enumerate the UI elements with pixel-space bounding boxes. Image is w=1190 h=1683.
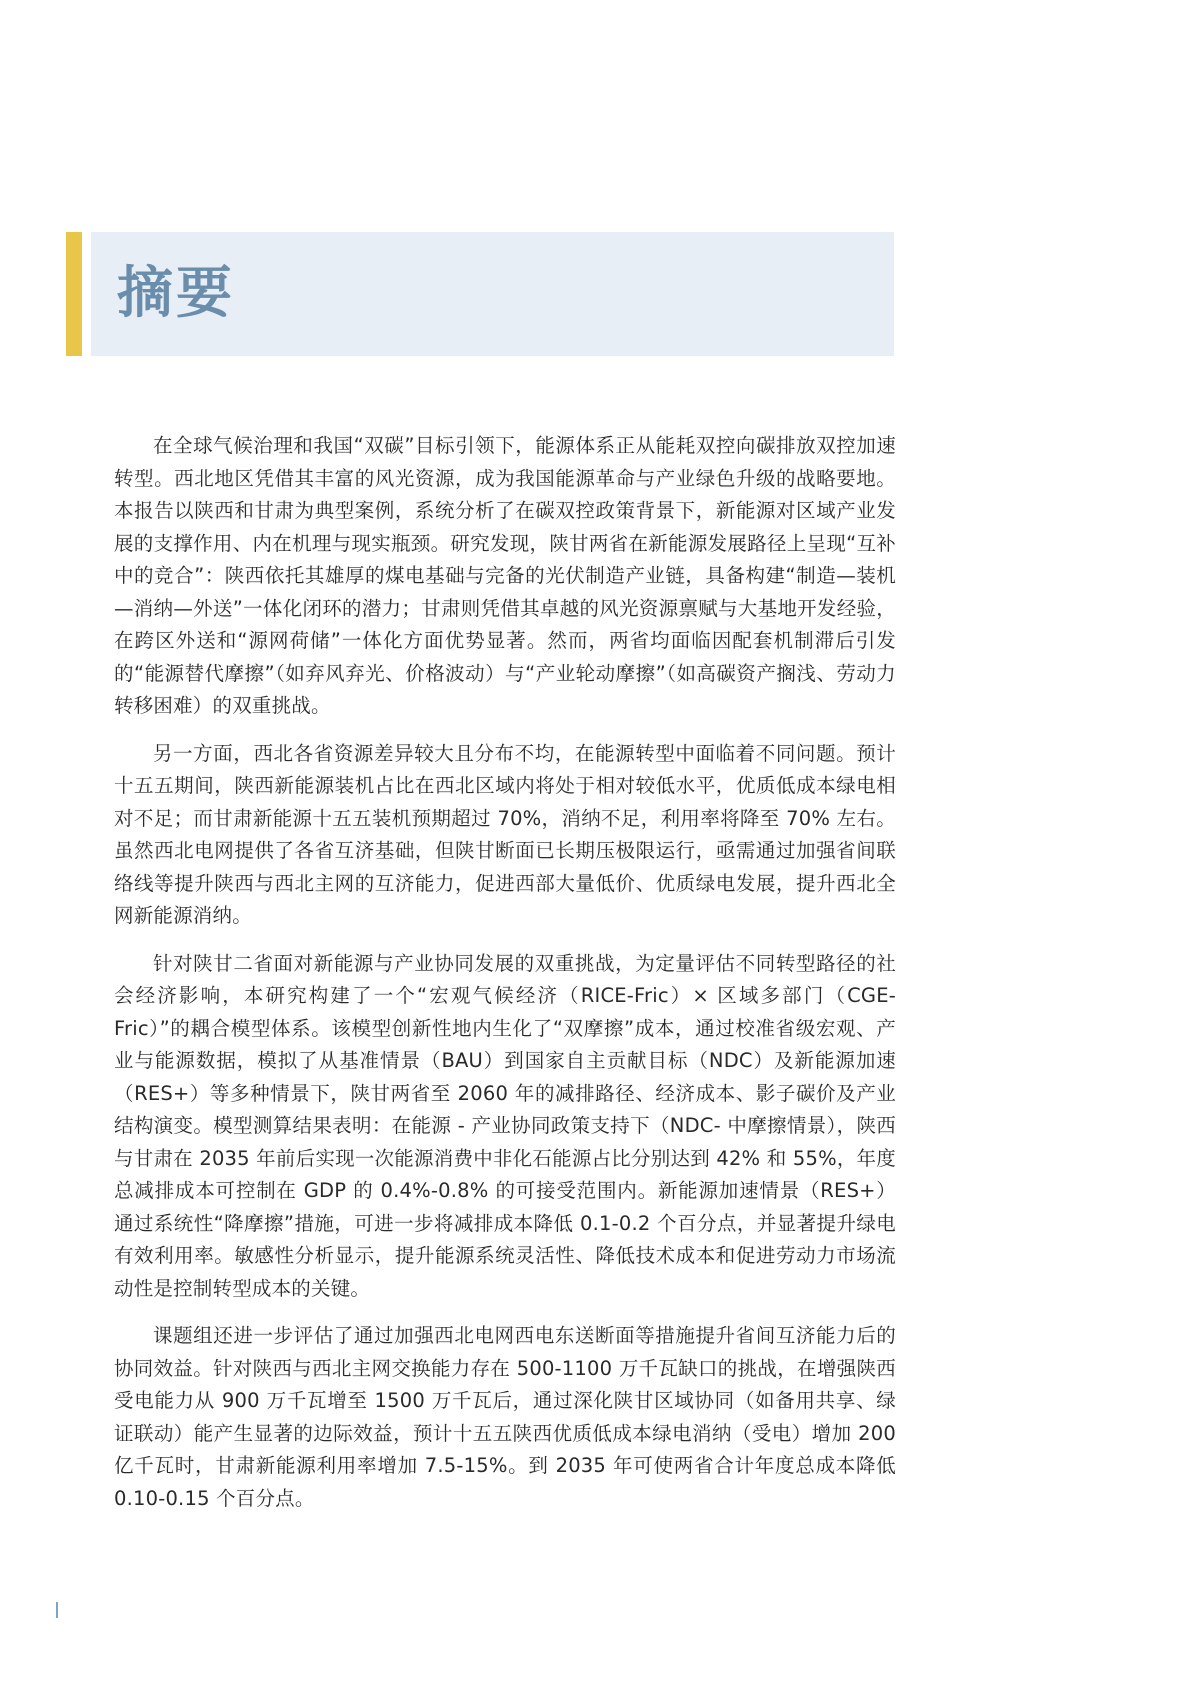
title-box xyxy=(91,232,894,356)
section-header xyxy=(66,232,894,356)
paragraph-4: 课题组还进一步评估了通过加强西北电网西电东送断面等措施提升省间互济能力后的协同效益。针对陕西与西北主网交换能力存在 500-1100 万千瓦缺口的挑战，在增强陕西受电能力从 900 万千瓦增至 1500 万千瓦后，通过深化陕甘区域协同（如备用共享、绿证联动）能产生显著的边际效益，预计十五五陕西优质低成本绿电消纳（受电）增加 200 亿千瓦时，甘肃新能源利用率增加 7.5-15%。到 2035 年可使两省合计年度总成本降低 0.10-0.15 个百分点。 xyxy=(114,1324,896,1510)
paragraph-1: 在全球气候治理和我国“双碳”目标引领下，能源体系正从能耗双控向碳排放双控加速转型。西北地区凭借其丰富的风光资源，成为我国能源革命与产业绿色升级的战略要地。本报告以陕西和甘肃为典型案例，系统分析了在碳双控政策背景下，新能源对区域产业发展的支撑作用、内在机理与现实瓶颈。研究发现，陕甘两省在新能源发展路径上呈现“互补中的竞合”：陕西依托其雄厚的煤电基础与完备的光伏制造产业链，具备构建“制造—装机—消纳—外送”一体化闭环的潜力；甘肃则凭借其卓越的风光资源禀赋与大基地开发经验，在跨区外送和“源网荷储”一体化方面优势显著。然而，两省均面临因配套机制滞后引发的“能源替代摩擦”（如弃风弃光、价格波动）与“产业轮动摩擦”（如高碳资产搁浅、劳动力转移困难）的双重挑战。 xyxy=(114,434,896,717)
abstract-body xyxy=(114,430,896,1530)
paragraph-2: 另一方面，西北各省资源差异较大且分布不均，在能源转型中面临着不同问题。预计十五五期间，陕西新能源装机占比在西北区域内将处于相对较低水平，优质低成本绿电相对不足；而甘肃新能源十五五装机预期超过 70%，消纳不足，利用率将降至 70% 左右。虽然西北电网提供了各省互济基础，但陕甘断面已长期压极限运行，亟需通过加强省间联络线等提升陕西与西北主网的互济能力，促进西部大量低价、优质绿电发展，提升西北全网新能源消纳。 xyxy=(114,741,896,927)
paragraph-3: 针对陕甘二省面对新能源与产业协同发展的双重挑战，为定量评估不同转型路径的社会经济影响，本研究构建了一个“宏观气候经济（RICE-Fric）× 区域多部门（CGE-Fric）”的耦合模型体系。该模型创新性地内生化了“双摩擦”成本，通过校准省级宏观、产业与能源数据，模拟了从基准情景（BAU）到国家自主贡献目标（NDC）及新能源加速（RES+）等多种情景下，陕甘两省至 2060 年的减排路径、经济成本、影子碳价及产业结构演变。模型测算结果表明：在能源 - 产业协同政策支持下（NDC- 中摩擦情景），陕西与甘肃在 2035 年前后实现一次能源消费中非化石能源占比分别达到 42% 和 55%，年度总减排成本可控制在 GDP 的 0.4%-0.8% 的可接受范围内。新能源加速情景（RES+）通过系统性“降摩擦”措施，可进一步将减排成本降低 0.1-0.2 个百分点，并显著提升绿电有效利用率。敏感性分析显示，提升能源系统灵活性、降低技术成本和促进劳动力市场流动性是控制转型成本的关键。 xyxy=(114,951,896,1300)
page-title: 摘要 xyxy=(117,261,235,326)
title-gap xyxy=(82,232,91,356)
page-number-marker xyxy=(56,1602,58,1618)
title-accent-bar xyxy=(66,232,82,356)
